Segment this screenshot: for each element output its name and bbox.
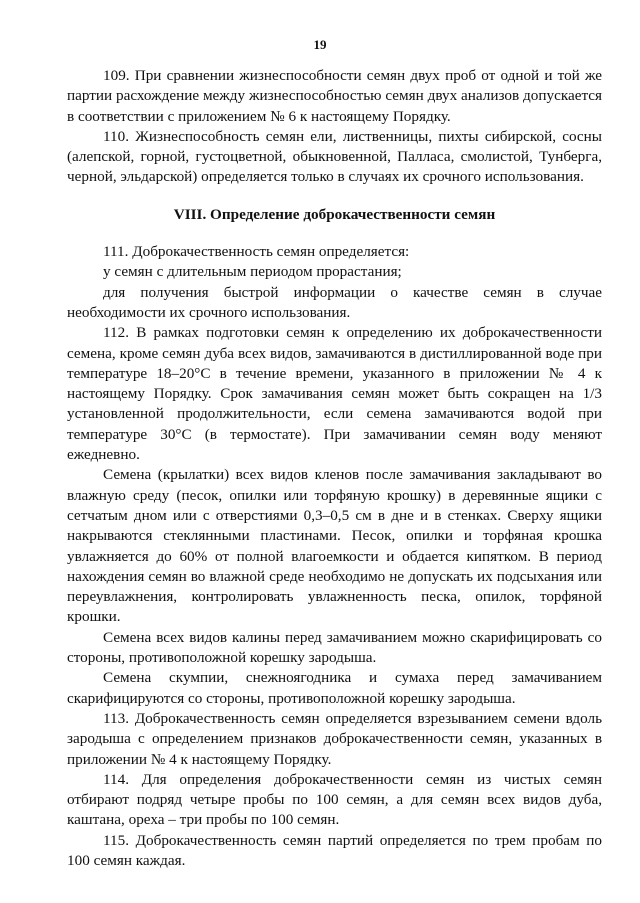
section-heading: VIII. Определение доброкачественности семян bbox=[173, 205, 496, 223]
document-body bbox=[67, 66, 602, 871]
paragraph-110: 110. Жизнеспособность семян ели, лиственницы, пихты сибирской, сосны (алепской, горной, густоцветной, обыкновенной, Палласа, смолистой, Тунберга, черной, эльдарской) определяется только в случаях их срочного использования. bbox=[67, 127, 602, 186]
paragraph-113: 113. Доброкачественность семян определяется взрезыванием семени вдоль зародыша с определением признаков доброкачественности семян, указанных в приложении № 4 к настоящему Порядку. bbox=[67, 709, 602, 768]
paragraph-maple-seeds: Семена (крылатки) всех видов кленов после замачивания закладывают во влажную среду (песок, опилки или торфяную крошку) в деревянные ящики с сетчатым дном или с отверстиями 0,3–0,5 см в дне и в стенках. Сверху ящики накрываются стеклянными пластинами. Песок, опилки и торфяная крошка увлажняется до 60% от полной влагоемкости и обдается кипятком. В период нахождения семян во влажной среде необходимо не допускать их подсыхания или переувлажнения, контролировать увлажненность песка, опилок, торфяной крошки. bbox=[67, 466, 602, 626]
paragraph-115: 115. Доброкачественность семян партий определяется по трем пробам по 100 семян каждая. bbox=[67, 831, 602, 869]
page-number: 19 bbox=[313, 37, 327, 52]
paragraph-sumac-seeds: Семена скумпии, снежноягодника и сумаха перед замачиванием скарифицируются со стороны, противоположной корешку зародыша. bbox=[67, 669, 602, 707]
paragraph-109: 109. При сравнении жизнеспособности семян двух проб от одной и той же партии расхождение между жизнеспособностью семян двух анализов допускается в соответствии с приложением № 6 к настоящему Порядку. bbox=[67, 67, 602, 125]
paragraph-114: 114. Для определения доброкачественности семян из чистых семян отбирают подряд четыре пробы по 100 семян, а для семян всех видов дуба, каштана, ореха – три пробы по 100 семян. bbox=[67, 770, 602, 829]
paragraph-viburnum-seeds: Семена всех видов калины перед замачиванием можно скарифицировать со стороны, противоположной корешку зародыша. bbox=[67, 628, 602, 667]
paragraph-112: 112. В рамках подготовки семян к определению их доброкачественности семена, кроме семян дуба всех видов, замачиваются в дистиллированной воде при температуре 18–20°С в течение времени, указанного в приложении № 4 к настоящему Порядку. Срок замачивания семян может быть сокращен на 1/3 установленной продолжительности, если семена замачиваются водой при температуре 30°С (в термостате). При замачивании семян воду меняют ежедневно. bbox=[67, 324, 602, 464]
paragraph-111-item-2: для получения быстрой информации о качестве семян в случае необходимости их срочного использования. bbox=[67, 283, 602, 321]
paragraph-111-item-1: у семян с длительным периодом прорастания; bbox=[103, 263, 402, 281]
paragraph-111: 111. Доброкачественность семян определяется: bbox=[103, 243, 410, 261]
